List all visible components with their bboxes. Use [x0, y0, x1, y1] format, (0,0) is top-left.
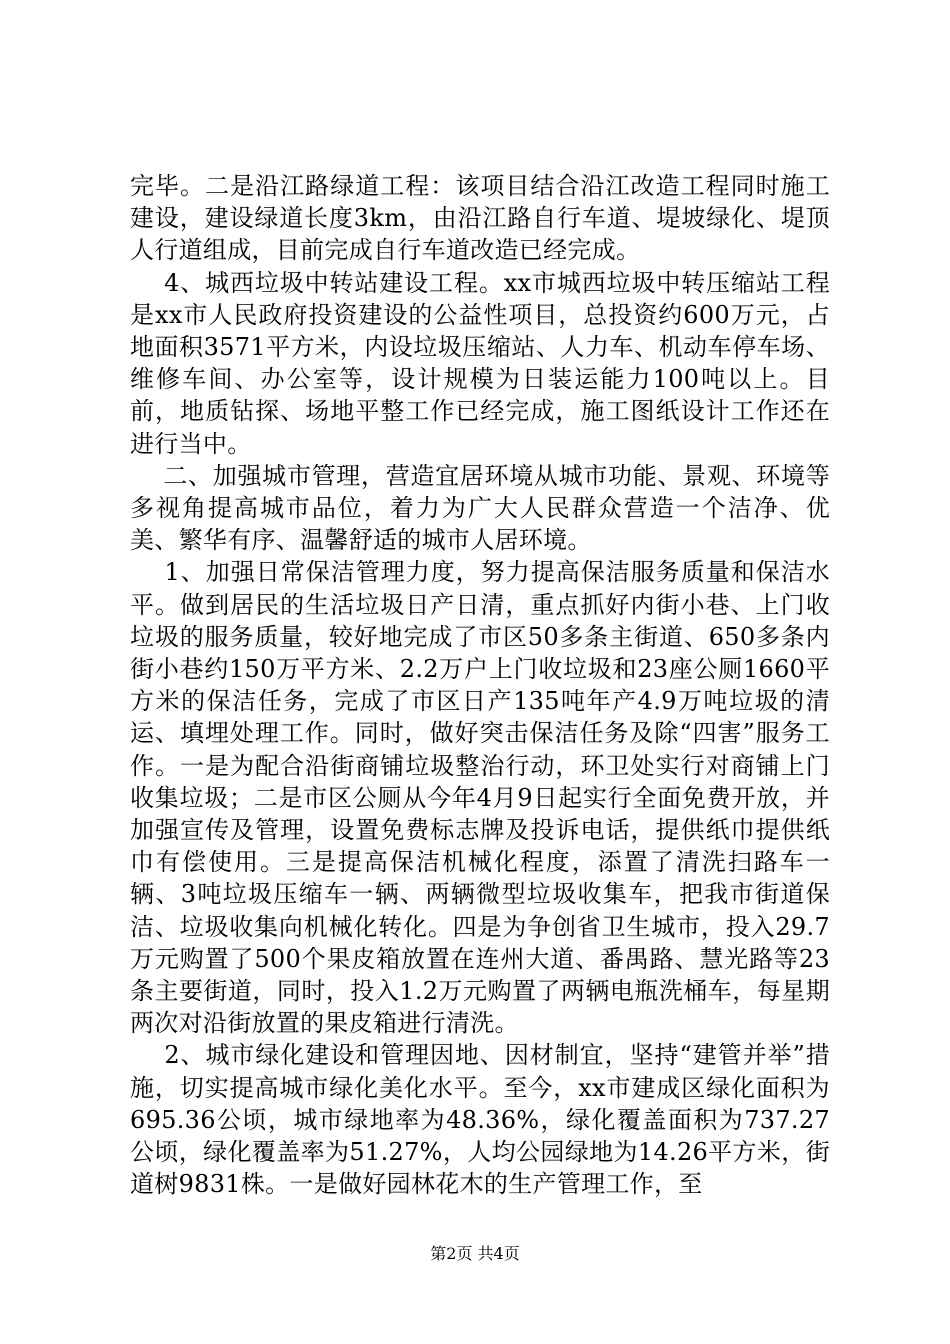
- paragraph: 4、城西垃圾中转站建设工程。xx市城西垃圾中转压缩站工程是xx市人民政府投资建设的公益性项目，总投资约600万元，占地面积3571平方米，内设垃圾压缩站、人力车、机动车停车场、维修车间、办公室等，设计规模为日装运能力100吨以上。目前，地质钻探、场地平整工作已经完成，施工图纸设计工作还在进行当中。: [130, 268, 830, 458]
- page-number: 第2页 共4页: [430, 1244, 520, 1263]
- paragraph: 2、城市绿化建设和管理因地、因材制宜，坚持“建管并举”措施，切实提高城市绿化美化水平。至今，xx市建成区绿化面积为695.36公顷，城市绿地率为48.36%，绿化覆盖面积为737.27公顷，绿化覆盖率为51.27%，人均公园绿地为14.26平方米，街道树9831株。一是做好园林花木的生产管理工作，至: [130, 1041, 830, 1199]
- page-footer: [0, 1244, 950, 1264]
- paragraph: 1、加强日常保洁管理力度，努力提高保洁服务质量和保洁水平。做到居民的生活垃圾日产日清，重点抓好内街小巷、上门收垃圾的服务质量，较好地完成了市区50多条主街道、650多条内街小巷约150万平方米、2.2万户上门收垃圾和23座公厕1660平方米的保洁任务，完成了市区日产135吨年产4.9万吨垃圾的清运、填埋处理工作。同时，做好突击保洁任务及除“四害”服务工作。一是为配合沿街商铺垃圾整治行动，环卫处实行对商铺上门收集垃圾；二是市区公厕从今年4月9日起实行全面免费开放，并加强宣传及管理，设置免费标志牌及投诉电话，提供纸巾提供纸巾有偿使用。三是提高保洁机械化程度，添置了清洗扫路车一辆、3吨垃圾压缩车一辆、两辆微型垃圾收集车，把我市街道保洁、垃圾收集向机械化转化。四是为争创省卫生城市，投入29.7万元购置了500个果皮箱放置在连州大道、番禺路、慧光路等23条主要街道，同时，投入1.2万元购置了两辆电瓶洗桶车，每星期两次对沿街放置的果皮箱进行清洗。: [130, 558, 831, 1038]
- paragraph: 完毕。二是沿江路绿道工程：该项目结合沿江改造工程同时施工建设，建设绿道长度3km，由沿江路自行车道、堤坡绿化、堤顶人行道组成，目前完成自行车道改造已经完成。: [130, 172, 830, 265]
- document-body: [130, 170, 830, 1201]
- paragraph: 二、加强城市管理，营造宜居环境从城市功能、景观、环境等多视角提高城市品位，着力为广大人民群众营造一个洁净、优美、繁华有序、温馨舒适的城市人居环境。: [130, 461, 830, 555]
